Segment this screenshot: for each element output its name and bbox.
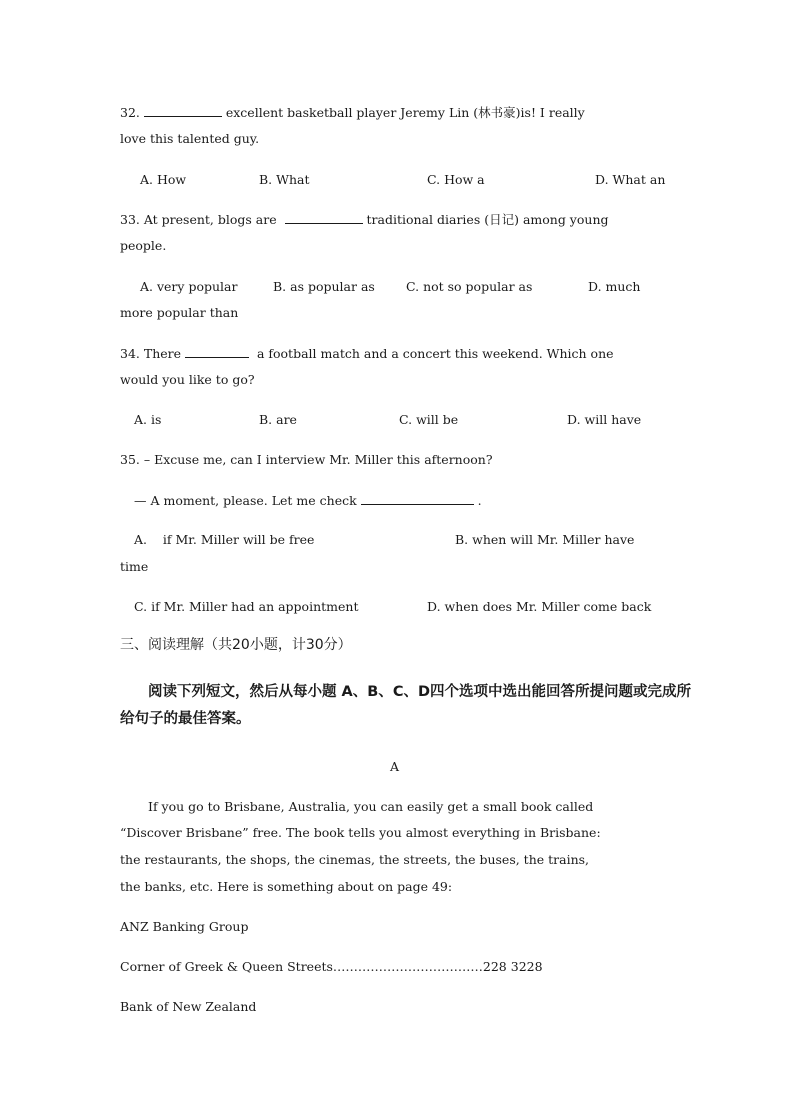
passage-a-line1: If you go to Brisbane, Australia, you can easily get a small book called (148, 799, 594, 814)
q33-option-c[interactable]: C. not so popular as (406, 279, 533, 294)
q33-answer-blank[interactable] (285, 211, 363, 224)
bank-entry-anz-address: Corner of Greek & Queen Streets (120, 959, 333, 974)
section3-instruction-line2: 给句子的最佳答案。 (120, 711, 251, 727)
q33-option-d-cont: more popular than (120, 305, 239, 320)
q33-line1 (120, 211, 609, 228)
q32-option-c[interactable]: C. How a (427, 172, 485, 187)
q33-line2: people. (120, 238, 167, 253)
passage-a-line2: “Discover Brisbane” free. The book tells you almost everything in Brisbane: (120, 825, 601, 840)
q35-line2-pre: — A moment, please. Let me check (134, 493, 357, 508)
q34-line1 (120, 345, 614, 362)
q33-option-a[interactable]: A. very popular (140, 279, 238, 294)
q35-option-a[interactable]: A. if Mr. Miller will be free (134, 532, 315, 547)
q33-line1-post: traditional diaries (日记) among young (362, 212, 609, 227)
q34-line1-pre: 34. There (120, 346, 182, 361)
q34-option-c[interactable]: C. will be (399, 412, 459, 427)
q35-option-b[interactable]: B. when will Mr. Miller have (455, 532, 635, 547)
q34-option-a[interactable]: A. is (134, 412, 162, 427)
bank-entry-anz-phone: 228 3228 (482, 959, 543, 974)
q33-option-d[interactable]: D. much (588, 279, 641, 294)
q32-answer-blank[interactable] (144, 104, 222, 117)
q35-line2 (134, 492, 482, 509)
q32-line1-text: excellent basketball player Jeremy Lin (林书豪)is! I really (221, 105, 585, 120)
q34-option-d[interactable]: D. will have (567, 412, 642, 427)
q32-option-d[interactable]: D. What an (595, 172, 666, 187)
q35-option-b-cont: time (120, 559, 149, 574)
bank-entry-anz-name: ANZ Banking Group (120, 919, 249, 934)
q32-line1 (120, 104, 585, 121)
q34-answer-blank[interactable] (185, 345, 249, 358)
passage-a-label: A (390, 759, 400, 774)
q35-option-c[interactable]: C. if Mr. Miller had an appointment (134, 599, 359, 614)
q34-line1-post: a football match and a concert this weekend. Which one (252, 346, 614, 361)
bank-entry-bnz-name: Bank of New Zealand (120, 999, 257, 1014)
q32-option-b[interactable]: B. What (259, 172, 310, 187)
section3-heading: 三、阅读理解（共20小题，计30分） (120, 637, 352, 653)
q35-option-d[interactable]: D. when does Mr. Miller come back (427, 599, 652, 614)
q32-line2: love this talented guy. (120, 131, 260, 146)
q32-option-a[interactable]: A. How (140, 172, 187, 187)
q35-line2-post: . (477, 493, 482, 508)
q33-option-b[interactable]: B. as popular as (273, 279, 375, 294)
q35-answer-blank[interactable] (361, 492, 474, 505)
passage-a-line4: the banks, etc. Here is something about on page 49: (120, 879, 453, 894)
q32-number: 32. (120, 105, 140, 120)
section3-instruction-line1: 阅读下列短文，然后从每小题 A、B、C、D四个选项中选出能回答所提问题或完成所 (148, 684, 691, 700)
q35-line1: 35. – Excuse me, can I interview Mr. Miller this afternoon? (120, 452, 493, 467)
q34-option-b[interactable]: B. are (259, 412, 297, 427)
q33-line1-pre: 33. At present, blogs are (120, 212, 277, 227)
q34-line2: would you like to go? (120, 372, 255, 387)
bank-entry-anz-address-line (120, 959, 543, 975)
bank-entry-anz-leader: ……………………………… (332, 959, 483, 974)
passage-a-line3: the restaurants, the shops, the cinemas, the streets, the buses, the trains, (120, 852, 590, 867)
